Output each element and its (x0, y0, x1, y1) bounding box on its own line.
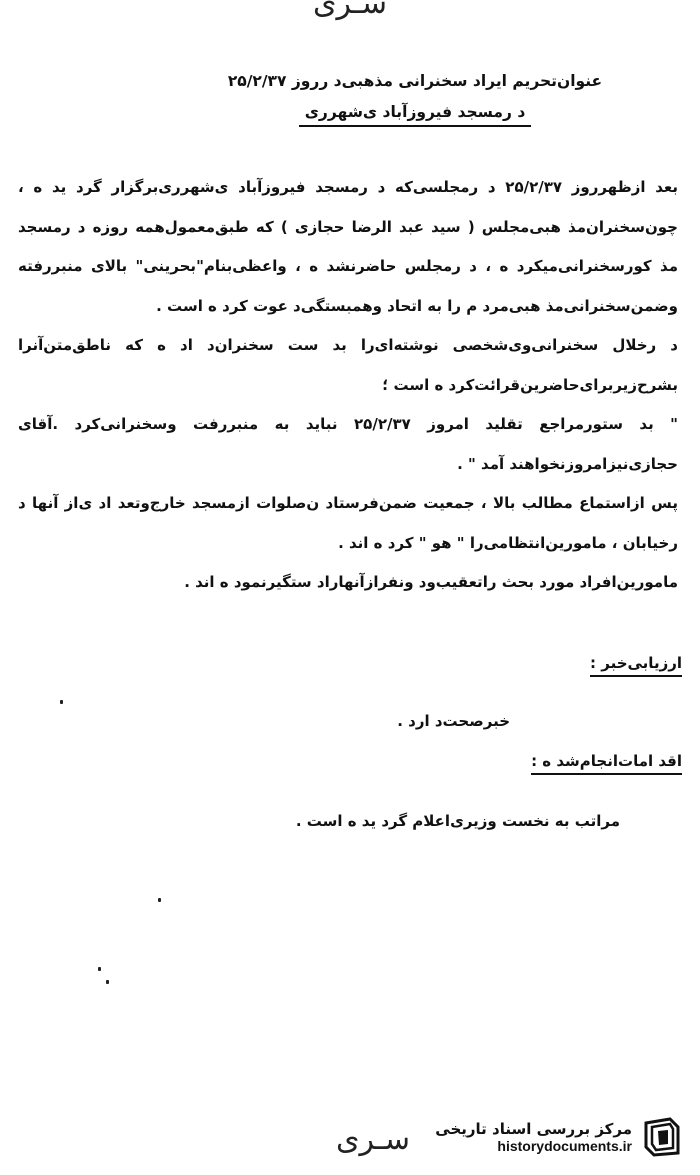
report-paragraph: د رخلال سخنرانی‌وی‌شخصی نوشته‌ای‌را بد ست سخنران‌د اد ه که ناطق‌متن‌آنرا بشرح‌زیربرای‌حاضرین‌قرائت‌کرد ه است ؛ (18, 336, 678, 394)
scan-speck (60, 700, 63, 704)
result-line: مراتب به نخست وزیری‌اعلام گرد ید ه است . (295, 812, 620, 830)
archive-logo-icon (640, 1115, 684, 1159)
report-paragraph: پس ازاستماع مطالب بالا ، جمعیت ضمن‌فرستاد ن‌صلوات ازمسجد خارج‌وتعد اد ی‌از آنها د رخیابان ، مامورین‌انتظامی‌را " هو " کرد ه اند . (18, 494, 678, 552)
scan-speck (98, 967, 101, 971)
news-evaluation-label: ارزیابی‌خبر : (590, 654, 682, 672)
secret-stamp-top: سـرى (313, 0, 387, 21)
report-paragraph: " بد ستورمراجع تقلید امروز ۲۵/۲/۳۷ نباید به منبررفت وسخنرانی‌کرد .آقای حجازی‌نیزامروزنخواهند آمد " . (18, 415, 678, 473)
secret-stamp-bottom: سـرى (336, 1122, 410, 1157)
scan-speck (158, 898, 161, 902)
news-evaluation-value: خبرصحت‌د ارد . (397, 712, 510, 730)
scan-speck (106, 980, 109, 984)
report-paragraph: مامورین‌افراد مورد بحث راتعقیب‌ود ونفرازآنهاراد ستگیرنمود ه اند . (184, 573, 678, 591)
subject-line: عنوان‌تحریم ایراد سخنرانی مذهبی‌د رروز ۲۵/۲/۳۷ (227, 72, 603, 90)
watermark-name: مرکز بررسی اسناد تاریخی (435, 1120, 632, 1138)
subject-location (130, 103, 700, 121)
subject-location-text: د رمسجد فیروزآباد ی‌شهرری (299, 103, 532, 127)
report-paragraph: بعد ازظهرروز ۲۵/۲/۳۷ د رمجلسی‌که د رمسجد فیروزآباد ی‌شهرری‌برگزار گرد ید ه ، چون‌سخنران‌مذ هبی‌مجلس ( سید عبد الرضا حجازی ) که طبق‌معمول‌همه روزه د رمسجد مذ کورسخنرانی‌میکرد ه ، د رمجلس حاضرنشد ه ، واعظی‌بنام‌"بحرینی" بالای منبررفته وضمن‌سخنرانی‌مذ هبی‌مرد م را به اتحاد وهمبستگی‌د عوت کرد ه است . (18, 178, 678, 315)
archive-watermark (435, 1115, 684, 1159)
watermark-url: historydocuments.ir (497, 1138, 632, 1154)
actions-taken-label: اقد امات‌انجام‌شد ه : (531, 752, 682, 770)
report-body (18, 168, 678, 603)
